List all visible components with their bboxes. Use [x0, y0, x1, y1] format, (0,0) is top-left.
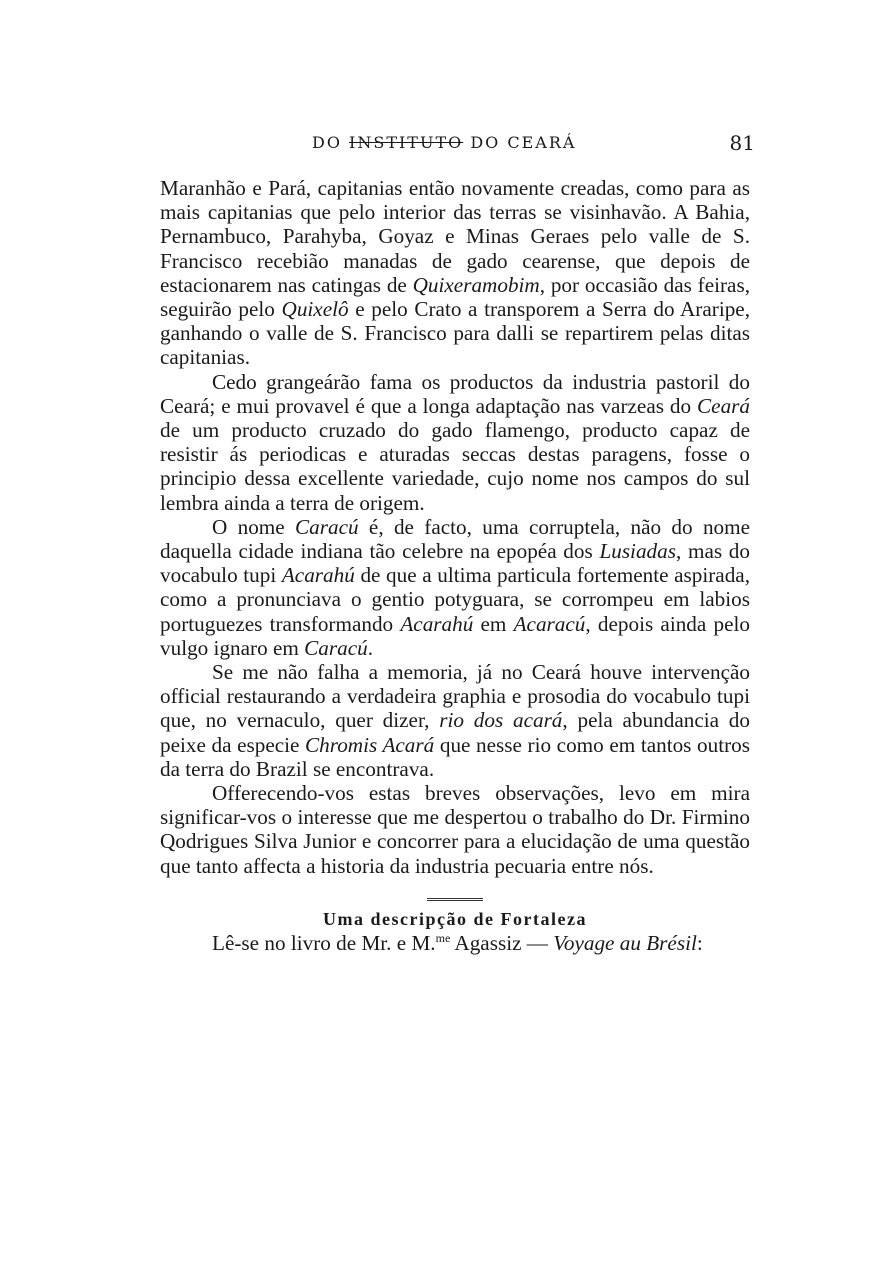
text-run: , depois ainda pelo vulgo ignaro em [160, 611, 750, 660]
text-run: , mas do vocabulo tupi [160, 539, 750, 588]
paragraph [160, 781, 750, 878]
ornament-rule [427, 898, 483, 901]
paragraph [160, 660, 750, 781]
title-part-struck: INSTITUTO [349, 133, 464, 152]
text-run: Offerecendo-vos estas breves observações, levo em mira significar-vos o interesse que me despertou o trabalho do Dr. Firmino Qodrigues Silva Junior e concorrer para a elucidação de uma questão que tanto affecta a historia da industria pecuaria entre nós. [160, 781, 750, 878]
text-run: Maranhão e Pará, capitanias então novamente creadas, como para as mais capitanias que pelo interior das terras se visinhavão. A Bahia, Pernambuco, Parahyba, Goyaz e Minas Geraes pelo valle de S. Francisco recebião manadas de gado cearense, que depois de estacionarem nas catingas de [160, 176, 750, 297]
running-head [160, 133, 755, 159]
italic-term: Caracú [304, 635, 368, 660]
text-run: é, de facto, uma corruptela, não do nome daquella cidade indiana tão celebre na epopéa dos [160, 514, 751, 564]
italic-term: Ceará [697, 393, 750, 418]
title-part: DO CEARÁ [463, 133, 577, 152]
italic-term: Lusiadas [599, 539, 676, 564]
page-number: 81 [729, 131, 755, 155]
text-run: e pelo Crato a transporem a Serra do Araripe, ganhando o valle de S. Francisco para dalli se repartirem pelas ditas capitanias. [160, 297, 750, 370]
italic-term: Acaracú [513, 611, 586, 636]
text-run: . [367, 635, 374, 660]
text-run: , por occasião das feiras, seguirão pelo [160, 272, 750, 322]
intro-text: : [696, 931, 703, 956]
italic-term: Quixelô [281, 297, 349, 322]
text-run: Se me não falha a memoria, já no Ceará houve intervenção official restaurando a verdadeira graphia e prosodia do vocabulo tupi que, no vernaculo, quer dizer, [160, 660, 750, 733]
text-run: Cedo grangeárão fama os productos da industria pastoril do Ceará; e mui provavel é que a longa adaptação nas varzeas do [160, 369, 750, 418]
paragraph [160, 370, 750, 515]
intro-text: Lê-se no livro de Mr. e M. [212, 931, 436, 956]
italic-term: Chromis Acará [305, 732, 435, 757]
paragraph [160, 176, 750, 370]
text-run: de um producto cruzado do gado flamengo, producto capaz de resistir ás periodicas e aturadas seccas destas paragens, fosse o principio dessa excellente variedade, cujo nome nos campos do sul lembra ainda a terra de origem. [160, 418, 750, 515]
journal-title [312, 133, 576, 152]
text-run: que nesse rio como em tantos outros da terra do Brazil se encontrava. [160, 732, 751, 781]
italic-term: Acarahú [281, 563, 355, 588]
text-run: em [473, 611, 514, 636]
section-intro [160, 931, 750, 955]
intro-superscript: me [435, 931, 451, 946]
text-run: de que a ultima particula fortemente aspirada, como a pronunciava o gentio potyguara, se corrompeu em labios portuguezes transformando [160, 563, 751, 636]
title-part: DO [312, 133, 350, 152]
section-heading: Uma descripção de Fortaleza [323, 908, 587, 929]
italic-term: Quixeramobim [412, 272, 540, 297]
text-run: O nome [212, 514, 296, 539]
italic-term: rio dos acará [439, 708, 563, 733]
italic-term: Acarahú [400, 611, 474, 636]
book-title: Voyage au Brésil [553, 931, 697, 956]
italic-term: Caracú [295, 514, 359, 539]
paragraph [160, 515, 750, 660]
body-text [160, 176, 750, 955]
text-run: , pela abundancia do peixe da especie [160, 708, 750, 757]
intro-text: Agassiz — [450, 931, 554, 956]
